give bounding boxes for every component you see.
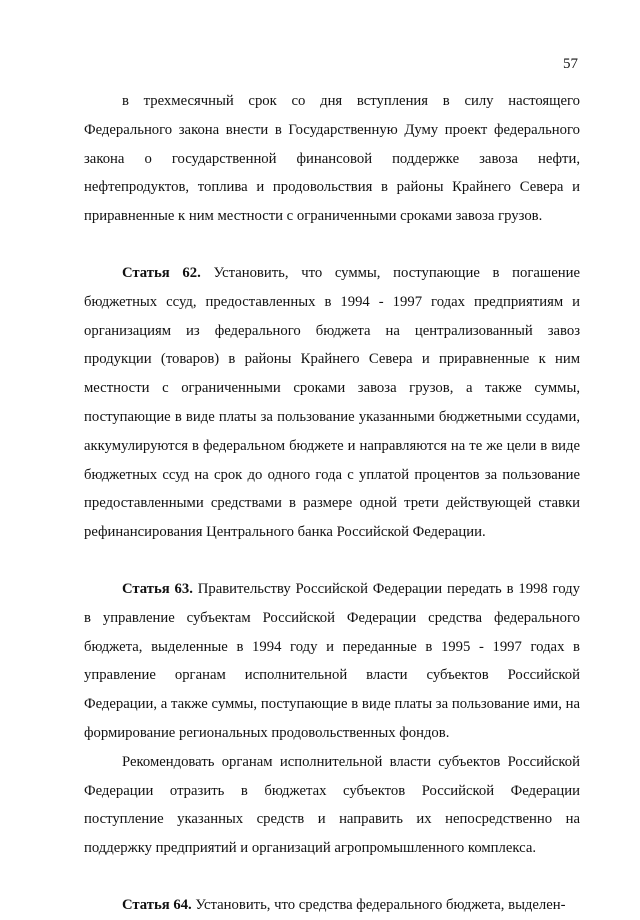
paragraph-text: Установить, что средства федерального бюджета, выделен-: [191, 896, 566, 913]
paragraph-text: в трехмесячный срок со дня вступления в силу настоящего Федерального закона внести в Государственную Думу проект федерального закона о государственной финансовой поддержке завоза нефти, нефтепродуктов, топлива и продовольствия в районы Крайнего Севера и приравненные к ним местности с ограниченными сроками завоза грузов.: [84, 93, 580, 225]
article-label: Статья 63.: [122, 580, 193, 597]
document-body: [84, 87, 580, 920]
article-label: Статья 64.: [122, 896, 192, 913]
paragraph-text: Рекомендовать органам исполнительной власти субъектов Российской Федерации отразить в бюджетах субъектов Российской Федерации поступление указанных средств и направить их непосредственно на поддержку предприятий и организаций агропромышленного комплекса.: [84, 753, 580, 857]
paragraph-text: Установить, что суммы, поступающие в погашение бюджетных ссуд, предоставленных в 1994 - 1997 годах предприятиям и организациям из федерального бюджета на централизованный завоз продукции (товаров) в районы Крайнего Севера и приравненные к ним местности с ограниченными сроками завоза грузов, а также суммы, поступающие в виде платы за пользование указанными бюджетными ссудами, аккумулируются в федеральном бюджете и направляются на те же цели в виде бюджетных ссуд на срок до одного года с уплатой процентов за пользование предоставленными средствами в размере одной трети действующей ставки рефинансирования Центрального банка Российской Федерации.: [84, 264, 580, 541]
article-63-recommendation: [84, 748, 580, 863]
paragraph-text: Правительству Российской Федерации передать в 1998 году в управление субъектам Российской Федерации средства федерального бюджета, выделенные в 1994 году и переданные в 1995 - 1997 годах в управление органам исполнительной власти субъектов Российской Федерации, а также суммы, поступающие в виде платы за пользование ими, на формирование региональных продовольственных фондов.: [84, 580, 580, 741]
article-62: [84, 259, 580, 547]
article-63: [84, 575, 580, 748]
article-64: [84, 891, 580, 920]
article-label: Статья 62.: [122, 264, 201, 281]
paragraph-continuation: [84, 87, 580, 231]
page-number: 57: [563, 56, 578, 72]
